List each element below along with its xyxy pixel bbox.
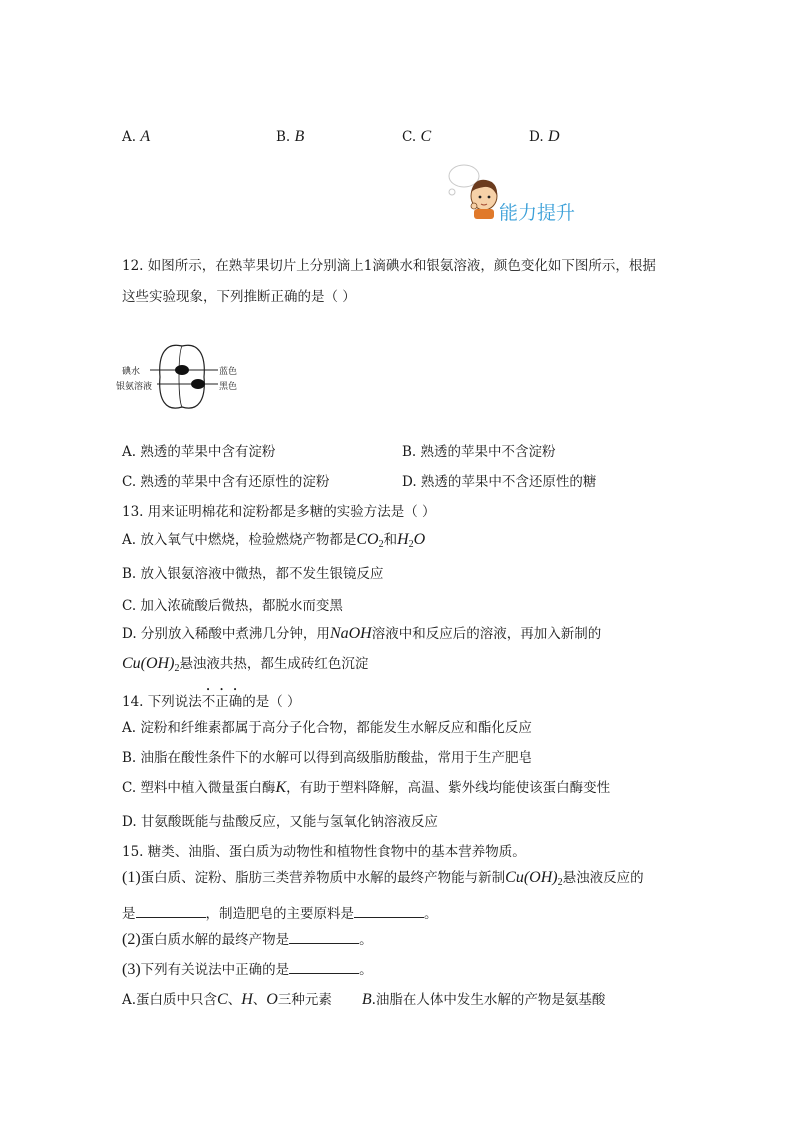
option-label: D.	[529, 129, 544, 145]
formula-co2: CO2	[356, 531, 384, 550]
q13-option-c: C. 加入浓硫酸后微热，都脱水而变黑	[122, 598, 343, 614]
q15-part3: (3)下列有关说法中正确的是 。	[122, 961, 373, 978]
q13-option-a	[122, 528, 425, 549]
option-label: A.	[122, 129, 137, 145]
section-badge	[446, 162, 586, 222]
element-c: C	[217, 991, 228, 1008]
option-b-label: B	[361, 991, 372, 1008]
q12-option-c: C. 熟透的苹果中含有还原性的淀粉	[122, 474, 330, 490]
label-black: 黑色	[219, 382, 238, 392]
q14-option-a: A. 淀粉和纤维素都属于高分子化合物，都能发生水解反应和酯化反应	[122, 720, 532, 736]
answer-blank[interactable]	[289, 931, 359, 944]
option-value: A	[140, 128, 151, 145]
q15-options: A.蛋白质中只含C、H、O三种元素 B.油脂在人体中发生水解的产物是氨基酸	[122, 991, 606, 1008]
answer-blank[interactable]	[289, 961, 359, 974]
q14-option-c: C. 塑料中植入微量蛋白酶K，有助于塑料降解，高温、紫外线均能使该蛋白酶变性	[122, 779, 611, 796]
answer-blank[interactable]	[354, 905, 424, 918]
part-number: (2)	[122, 931, 141, 948]
symbol-k: K	[275, 779, 287, 796]
part-number: (1)	[122, 869, 141, 886]
q15-part1: (1)蛋白质、淀粉、脂肪三类营养物质中水解的最终产物能与新制Cu(OH)2悬浊液反应的	[122, 869, 644, 888]
apple-slice-diagram	[122, 344, 242, 410]
label-iodine: 碘水	[122, 367, 141, 377]
q15-part1-line2: 是 ，制造肥皂的主要原料是 。	[122, 906, 438, 922]
formula-cuoh2: Cu(OH)2	[505, 869, 563, 888]
q11-option-d	[529, 128, 560, 146]
cartoon-child-thinking-icon	[446, 162, 502, 220]
label-blue: 蓝色	[219, 367, 238, 377]
option-value: C	[420, 128, 432, 145]
option-label: B.	[276, 129, 291, 145]
option-label: C.	[402, 129, 417, 145]
q12-figure	[116, 344, 242, 410]
q12-option-a: A. 熟透的苹果中含有淀粉	[122, 444, 276, 460]
option-text: 悬浊液共热，都生成砖红色沉淀	[179, 656, 369, 672]
q15-part2: (2)蛋白质水解的最终产物是 。	[122, 931, 373, 948]
q12-stem-line2: 这些实验现象，下列推断正确的是（ ）	[122, 289, 356, 305]
section-title: 能力提升	[499, 202, 576, 224]
element-h: H	[241, 991, 253, 1008]
q11-option-a	[122, 128, 150, 146]
q13-stem: 13. 用来证明棉花和淀粉都是多糖的实验方法是（ ）	[122, 504, 436, 520]
q11-option-b	[276, 128, 304, 146]
formula-naoh: NaOH	[329, 625, 372, 642]
option-text: 和	[383, 532, 398, 548]
option-value: D	[547, 128, 560, 145]
q14-option-b: B. 油脂在酸性条件下的水解可以得到高级脂肪酸盐，常用于生产肥皂	[122, 750, 533, 766]
part-number: (3)	[122, 961, 141, 978]
option-text: 溶液中和反应后的溶液，再加入新制的	[371, 626, 602, 642]
emphasis-text: 不正确	[201, 694, 243, 710]
q13-option-d-line2	[122, 652, 368, 673]
q15-stem: 15. 糖类、油脂、蛋白质为动物性和植物性食物中的基本营养物质。	[122, 844, 526, 860]
formula-cuoh2: Cu(OH)2	[122, 655, 180, 674]
option-text: D. 分别放入稀酸中煮沸几分钟，用	[122, 626, 330, 642]
q12-stem-line1: 12. 如图所示，在熟苹果切片上分别滴上1滴碘水和银氨溶液，颜色变化如下图所示，根据	[122, 258, 656, 274]
label-silver-ammonia: 银氨溶液	[116, 382, 153, 392]
option-value: B	[294, 128, 305, 145]
q14-stem: 14. 下列说法不正确的是（ ）	[122, 694, 301, 710]
q12-option-d: D. 熟透的苹果中不含还原性的糖	[402, 474, 597, 490]
q11-option-c	[402, 128, 431, 146]
formula-h2o: H2O	[397, 531, 426, 550]
q13-option-b: B. 放入银氨溶液中微热，都不发生银镜反应	[122, 566, 384, 582]
q13-option-d	[122, 622, 601, 643]
answer-blank[interactable]	[136, 905, 206, 918]
option-text: A. 放入氧气中燃烧，检验燃烧产物都是	[122, 532, 357, 548]
q12-option-b: B. 熟透的苹果中不含淀粉	[402, 444, 556, 460]
q14-option-d: D. 甘氨酸既能与盐酸反应，又能与氢氧化钠溶液反应	[122, 814, 438, 830]
element-o: O	[266, 991, 278, 1008]
